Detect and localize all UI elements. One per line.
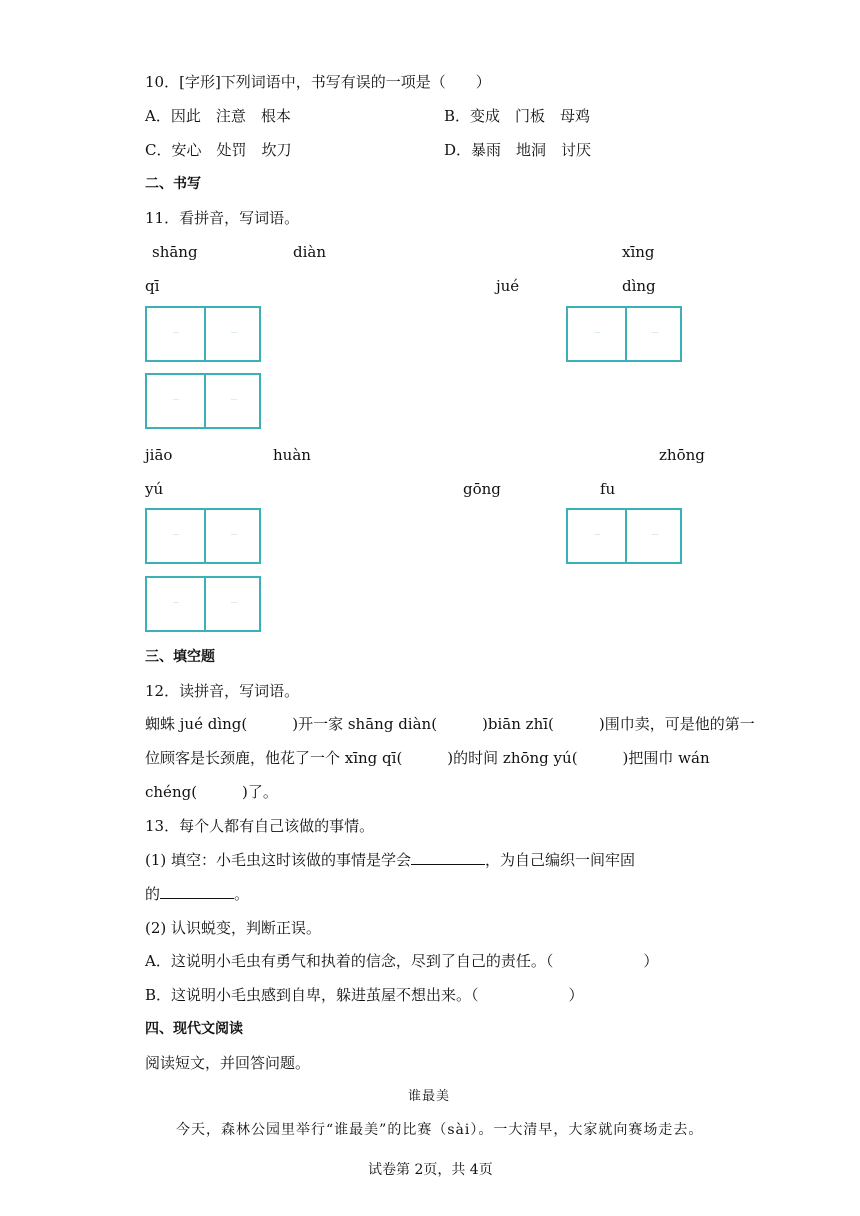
pinyin-zhong: zhōng (659, 446, 705, 464)
q12-line-1: 蜘蛛 jué dìng( )开一家 shāng diàn( )biān zhī( )围巾卖，可是他的第一 (145, 715, 755, 733)
writing-grid-jiaohuan[interactable] (145, 508, 261, 564)
writing-grid-gongfu[interactable] (145, 576, 261, 632)
page-footer: 试卷第 2页，共 4页 (368, 1162, 493, 1178)
pinyin-qi: qī (145, 277, 160, 295)
section-heading-reading: 四、现代文阅读 (145, 1021, 243, 1037)
pinyin-gong: gōng (463, 480, 501, 498)
writing-grid-shangdian[interactable] (145, 306, 261, 362)
answer-blank-2[interactable] (160, 884, 234, 899)
q10-option-c: C．安心 处罚 坎刀 (145, 141, 292, 159)
pinyin-huan: huàn (273, 446, 311, 464)
q10-stem: 10．[字形]下列词语中，书写有误的一项是（ ） (145, 73, 491, 91)
pinyin-jiao: jiāo (145, 446, 173, 464)
pinyin-yu: yú (145, 480, 164, 498)
q13-part1-line1 (145, 850, 635, 870)
reading-instruction: 阅读短文，并回答问题。 (145, 1054, 311, 1072)
q13-part2: (2) 认识蜕变，判断正误。 (145, 919, 322, 937)
section-heading-fill-in: 三、填空题 (145, 649, 215, 665)
q10-option-d: D．暴雨 地洞 讨厌 (444, 141, 592, 159)
q13-part1-line2 (145, 884, 249, 904)
q13-part1-text-c: 的 (145, 885, 161, 903)
q12-line-2: 位顾客是长颈鹿，他花了一个 xīng qī( )的时间 zhōng yú( )把围巾 wán (145, 749, 710, 767)
q13-option-a: A．这说明小毛虫有勇气和执着的信念，尽到了自己的责任。（ ） (145, 952, 659, 970)
q12-stem: 12．读拼音，写词语。 (145, 682, 300, 700)
writing-grid-zhongyu[interactable] (566, 508, 682, 564)
pinyin-fu: fu (600, 480, 616, 498)
q13-part1-text-a: (1) 填空：小毛虫这时该做的事情是学会 (145, 851, 412, 869)
passage-title: 谁最美 (408, 1089, 451, 1104)
q13-part1-text-d: 。 (234, 885, 250, 903)
pinyin-ding: dìng (622, 277, 656, 295)
q10-option-b: B．变成 门板 母鸡 (444, 107, 591, 125)
pinyin-xing: xīng (622, 243, 655, 261)
pinyin-jue: jué (496, 277, 520, 295)
q11-stem: 11．看拼音，写词语。 (145, 209, 300, 227)
pinyin-shang: shāng (152, 243, 198, 261)
writing-grid-jueding[interactable] (145, 373, 261, 429)
answer-blank-1[interactable] (411, 850, 485, 865)
passage-paragraph-1: 今天，森林公园里举行“谁最美”的比赛（sài）。一大清早，大家就向赛场走去。 (176, 1122, 704, 1138)
section-heading-writing: 二、书写 (145, 176, 201, 192)
writing-grid-xingqi[interactable] (566, 306, 682, 362)
q12-line-3: chéng( )了。 (145, 783, 278, 801)
q10-option-a: A．因此 注意 根本 (145, 107, 291, 125)
q13-part1-text-b: ，为自己编织一间牢固 (485, 851, 636, 869)
q13-stem: 13．每个人都有自己该做的事情。 (145, 817, 375, 835)
q13-option-b: B．这说明小毛虫感到自卑，躲进茧屋不想出来。（ ） (145, 986, 584, 1004)
pinyin-dian: diàn (293, 243, 327, 261)
